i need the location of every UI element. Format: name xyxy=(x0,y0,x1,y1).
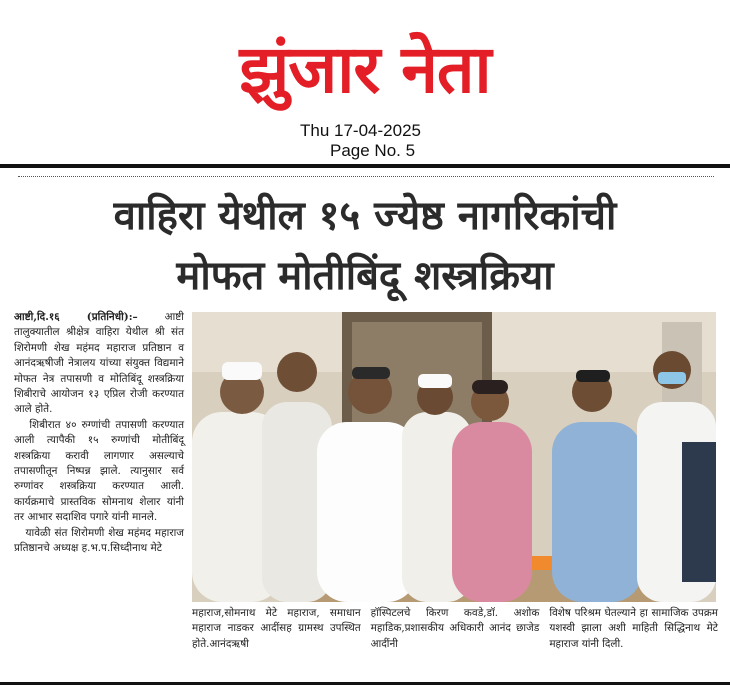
headline-line-2: मोफत मोतीबिंदू शस्त्रक्रिया xyxy=(176,253,554,299)
article-column-3: हॉस्पिटलचे किरण कवडे,डॉ. अशोक महाडिक,प्रशासकीय अधिकारी आनंद छाजेड आदींनी xyxy=(370,607,540,650)
news-photo xyxy=(192,312,716,602)
article-paragraph-3: यावेळी संत शिरोमणी शेख महंमद महाराज प्रतिष्ठानचे अध्यक्ष ह.भ.प.सिध्दीनाथ मेटे xyxy=(14,526,184,555)
masthead-title: झुंजार नेता xyxy=(239,31,491,108)
article-paragraph-2: शिबीरात ४० रुग्णांची तपासणी करण्यात आली त्यापैकी १५ रुग्णांची मोतीबिंदू शस्त्रक्रिया करावी लागणार असल्याचे तपासणीतून निष्पन्न झाले. त्यानुसार सर्व रुग्णांवर शस्त्रक्रिया करण्यात आली. कार्यक्रमाचे प्रास्तविक सोमनाथ शेलार यांनी तर आभार सदाशिव पगारे यांनी मानले. xyxy=(14,418,184,524)
page-number: Page No. 5 xyxy=(330,141,416,160)
issue-date: Thu 17-04-2025 xyxy=(300,121,421,140)
article-left-column xyxy=(14,310,184,557)
headline-line-1: वाहिरा येथील १५ ज्येष्ठ नागरिकांची xyxy=(113,193,617,239)
article-column-4: विशेष परिश्रम घेतल्याने हा सामाजिक उपक्रम यशस्वी झाला अशी माहिती सिद्धिनाथ मेटे महाराज यांनी दिली. xyxy=(549,607,719,650)
article-column-2: महाराज,सोमनाथ मेटे महाराज, समाधान महाराज नाडकर आदींसह ग्रामस्थ उपस्थित होते.आनंदऋषी xyxy=(192,607,361,650)
article-dateline: आष्टी,दि.१६ (प्रतिनिधी):– xyxy=(14,311,138,323)
masthead-divider xyxy=(0,164,730,168)
bottom-rule xyxy=(0,682,730,685)
article-bottom-columns xyxy=(192,606,718,672)
dotted-divider xyxy=(18,176,714,177)
article-paragraph-1: आष्टी तालुक्यातील श्रीक्षेत्र वाहिरा येथील श्री संत शिरोमणी शेख महंमद महाराज प्रतिष्ठान व आनंदऋषीजी नेत्रालय यांच्या संयुक्त विद्यमाने मोफत नेत्र तपासणी व मोतिबिंदू शस्त्रक्रिया शिबीराचे आयोजन १३ एप्रिल रोजी करण्यात आले होते. xyxy=(14,311,184,416)
